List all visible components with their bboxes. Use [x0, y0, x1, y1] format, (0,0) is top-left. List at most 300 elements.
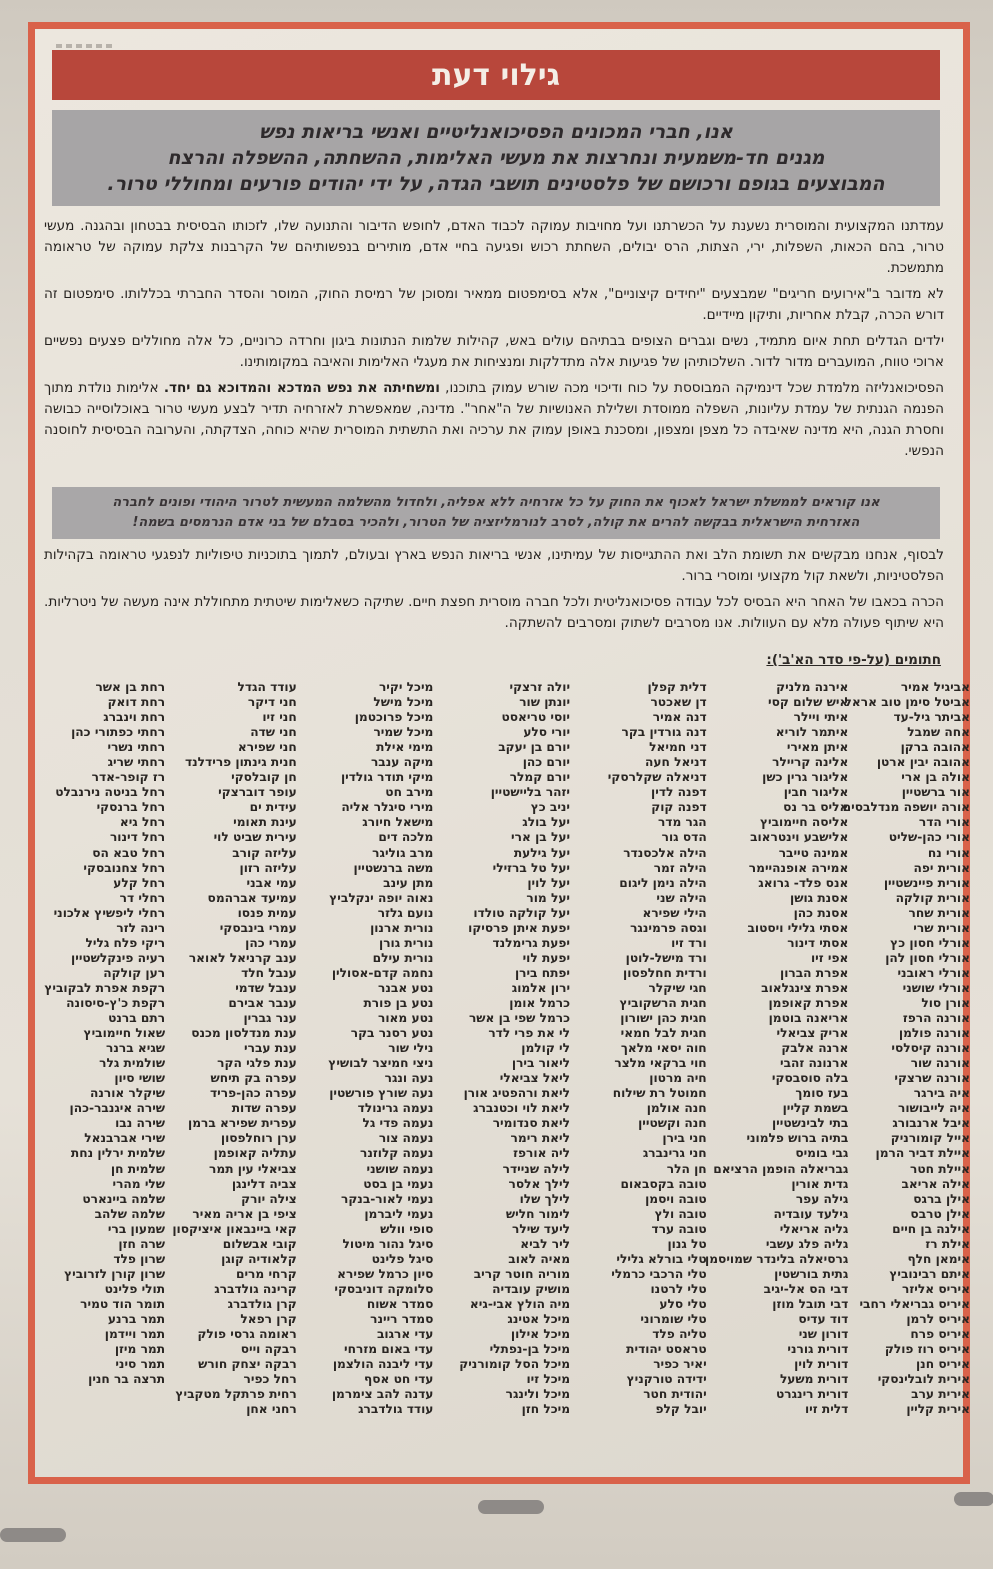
- signer-name: חיה מרטון: [649, 1071, 707, 1086]
- signer-name: טליה פלד: [652, 1327, 707, 1342]
- signer-name: יונתן שור: [519, 695, 571, 710]
- signer-name: רתם ברנט: [108, 1011, 166, 1026]
- signer-name: ליאל צביאלי: [499, 1071, 571, 1086]
- signer-name: רחל טבא הס: [92, 845, 166, 860]
- signer-name: עליזה קורב: [232, 845, 297, 860]
- signer-name: דני חמיאל: [649, 740, 707, 755]
- signer-name: סמדר ריינר: [370, 1311, 434, 1326]
- signer-name: שרון פלד: [113, 1251, 166, 1266]
- signer-name: קרינה גולדברג: [214, 1281, 297, 1296]
- signer-name: נילי שור: [388, 1041, 434, 1056]
- signer-name: גליה אריאלי: [779, 1221, 849, 1236]
- signer-name: סיגל פלינט: [371, 1251, 434, 1266]
- signer-name: אסנת כהן: [793, 905, 849, 920]
- signer-name: לילך אלסר: [508, 1176, 571, 1191]
- headline-box: [52, 110, 940, 206]
- signer-name: אורנה קיסלסי: [891, 1041, 970, 1056]
- signer-name: עפרה כהן-פריד: [210, 1086, 297, 1101]
- signer-name: אירית ערב: [911, 1387, 970, 1402]
- signer-name: איריס אליזר: [902, 1281, 970, 1296]
- signer-name: הילה שני: [656, 890, 707, 905]
- signer-name: אילן ברגס: [913, 1191, 970, 1206]
- signer-name: יעל טל ברזילי: [492, 860, 571, 875]
- signer-name: איה לייבושור: [897, 1101, 970, 1116]
- signer-name: חני בירן: [662, 1131, 707, 1146]
- signer-name: דוד עדיס: [798, 1311, 849, 1326]
- signer-name: נאוה יופה ינקלביץ: [329, 890, 434, 905]
- signer-name: איריס גבריאלי רחבי: [859, 1296, 970, 1311]
- signer-name: גילעד עובדיה: [773, 1206, 849, 1221]
- signer-name: קרן רפאל: [240, 1311, 297, 1326]
- page-title: גילוי דעת: [431, 57, 561, 93]
- signer-name: אורנה שור: [910, 1056, 970, 1071]
- signer-name: קובי אבשלום: [222, 1236, 297, 1251]
- signer-name: עליזה רזון: [239, 860, 297, 875]
- signer-name: מיכל פרוכטמן: [354, 710, 434, 725]
- signer-name: ענת פלגי הקר: [217, 1056, 297, 1071]
- signer-name: אפי זיו: [810, 950, 849, 965]
- signer-name: רחתי נשרי: [107, 740, 166, 755]
- signer-name: עדי חט אסף: [363, 1372, 434, 1387]
- signer-name: דורית רינגרט: [775, 1387, 849, 1402]
- signers-column: [40, 680, 165, 1450]
- signer-name: איתן מאירי: [786, 740, 849, 755]
- signers-column: [842, 680, 970, 1450]
- signer-name: טלי סלע: [659, 1296, 707, 1311]
- signer-name: שגיא ברנר: [106, 1041, 166, 1056]
- signer-name: נטע רסנר בקר: [350, 1026, 434, 1041]
- signer-name: רחל בניטה נירנבלט: [55, 785, 166, 800]
- signer-name: ליאור בירן: [511, 1056, 571, 1071]
- signer-name: אילת רז: [925, 1236, 970, 1251]
- signer-name: מרב גוליגר: [372, 845, 434, 860]
- signer-name: שירי אברבנאל: [84, 1131, 166, 1146]
- signer-name: שאול חיימוביץ: [83, 1026, 166, 1041]
- signer-name: אנס פלד- גרואג: [758, 875, 849, 890]
- signer-name: ארנה אלבק: [781, 1041, 849, 1056]
- signer-name: טלי לרטנו: [650, 1281, 707, 1296]
- signer-name: נחמה קדם-אסולין: [331, 965, 434, 980]
- signer-name: שירה איגנבר-כהן: [69, 1101, 166, 1116]
- signer-name: לימור חליש: [505, 1206, 571, 1221]
- signer-name: אליגור חבין: [783, 785, 849, 800]
- signer-name: ירון אלמוג: [511, 980, 571, 995]
- signer-name: גרסיאלה בלינדר שמויסמן: [705, 1251, 849, 1266]
- signer-name: מיכל יקיר: [378, 680, 434, 694]
- signer-name: מישאל חיורג: [362, 815, 434, 830]
- signer-name: אורית פיינשטיין: [883, 875, 970, 890]
- signer-name: אילה אריאב: [901, 1176, 970, 1191]
- signer-name: איש שלום קסי: [768, 695, 849, 710]
- signer-name: מיכל בן-נפתלי: [489, 1342, 571, 1357]
- signer-name: יורם קמלר: [509, 770, 571, 785]
- signer-name: אור ברשטיין: [901, 785, 970, 800]
- signer-name: נעה ונגר: [384, 1071, 434, 1086]
- signer-name: אייל קומורניק: [890, 1131, 970, 1146]
- signer-name: יפעת גרימלנד: [492, 935, 571, 950]
- signer-name: יובל קלפ: [655, 1402, 707, 1417]
- signer-name: מיכל הסל קומורניק: [459, 1357, 571, 1372]
- signers-list: [40, 680, 970, 1450]
- signer-name: ענבל שדמי: [235, 980, 297, 995]
- signer-name: ליאת רימר: [510, 1131, 571, 1146]
- signer-name: שושי סיון: [114, 1071, 166, 1086]
- headline-line: המבוצעים בגופם ורכושם של פלסטינים תושבי הגדה, על ידי יהודים פורעים ומחוללי טרור.: [107, 173, 885, 195]
- signer-name: אסנת גושן: [790, 890, 849, 905]
- signer-name: אורלי שושני: [902, 980, 970, 995]
- signer-name: איריס פרח: [910, 1327, 970, 1342]
- signer-name: תמר ברנע: [107, 1311, 166, 1326]
- signer-name: אמירה אופנהיימר: [748, 860, 849, 875]
- signer-name: רבקה יצחק חורש: [198, 1357, 297, 1372]
- signer-name: יעל בן ארי: [511, 830, 571, 845]
- signer-name: ליר לביא: [520, 1236, 571, 1251]
- signer-name: חני שפירא: [237, 740, 297, 755]
- signer-name: חני זיו: [262, 710, 297, 725]
- signer-name: אסתי דינור: [787, 935, 849, 950]
- signer-name: קאי ביינבאון איציקסון: [172, 1221, 297, 1236]
- signer-name: נעה שורץ פורשטין: [329, 1086, 434, 1101]
- signer-name: שרה חזן: [118, 1236, 166, 1251]
- signer-name: לי את פרי לדר: [488, 1026, 571, 1041]
- paragraph: עמדתנו המקצועית והמוסרית נשענת על הכשרתנו ועל מחויבות עמוקה לכבוד האדם, לחופש הדיבור והתנועה שלו, לזכותו הבסיסית בבטחון ובהגנה. מעשי טרור, בהם הכאות, השפלות, ירי, הצתות, הרס יבולים, השחתת רכוש ופגיעה בחיי אדם, מותירים בנפשותיהם של הקרבנות צלקת עמוקה של טראומה מתמשכת.: [44, 218, 944, 276]
- signer-name: רחל ברנסקי: [96, 800, 166, 815]
- signer-name: ערן רוחלפסון: [220, 1131, 297, 1146]
- signer-name: כרמל שפי בן אשר: [468, 1011, 571, 1026]
- signers-column: [435, 680, 570, 1450]
- signer-name: טובה ולץ: [654, 1206, 707, 1221]
- signer-name: איתם רבינוביץ: [889, 1266, 970, 1281]
- signer-name: עמי אבני: [246, 875, 297, 890]
- signer-name: עידית ים: [249, 800, 297, 815]
- signer-name: ליאת לוי וכטנברג: [473, 1101, 571, 1116]
- signer-name: רחתי שריג: [107, 755, 166, 770]
- signer-name: דניאל חעה: [645, 755, 707, 770]
- signer-name: דבי הס אל-יגיב: [763, 1281, 849, 1296]
- signer-name: שירה נבו: [115, 1116, 166, 1131]
- signer-name: בתיה ברוש פלמוני: [746, 1131, 849, 1146]
- page-tab-mark: [0, 1528, 66, 1542]
- signer-name: אירית קליין: [906, 1402, 970, 1417]
- signer-name: גבי בומיס: [795, 1146, 849, 1161]
- signers-heading: חתומים (על-פי סדר הא'ב'):: [766, 652, 941, 668]
- signer-name: רקפת כ'ץ-סיסונה: [66, 995, 166, 1010]
- signer-name: ליאת ורהפטיג אורן: [463, 1086, 571, 1101]
- corner-decoration: [56, 44, 116, 48]
- signer-name: ידידה טורקניץ: [626, 1372, 707, 1387]
- signer-name: לילך שלו: [519, 1191, 571, 1206]
- signer-name: רחל דינור: [109, 830, 166, 845]
- signer-name: תומר הוד טמיר: [80, 1296, 166, 1311]
- signer-name: בלה סוסבסקי: [771, 1071, 849, 1086]
- signer-name: טובה בקסבאום: [620, 1176, 707, 1191]
- signer-name: יורם בן יעקב: [498, 740, 571, 755]
- signer-name: מימי אילת: [376, 740, 434, 755]
- signer-name: מיכל ולינגר: [505, 1387, 571, 1402]
- signer-name: קרחי מרים: [235, 1266, 297, 1281]
- signer-name: מיכל אילון: [510, 1327, 571, 1342]
- title-banner: [52, 50, 940, 100]
- signer-name: תמר סיני: [115, 1357, 166, 1372]
- signer-name: דבי תובל מוזן: [772, 1296, 849, 1311]
- signer-name: אימאן חלף: [907, 1251, 970, 1266]
- signer-name: מושיק עובדיה: [492, 1281, 571, 1296]
- call-to-action-box: [52, 487, 940, 539]
- signer-name: חוה יסאי מלאך: [620, 1041, 707, 1056]
- signer-name: ליעד שילר: [512, 1221, 571, 1236]
- signer-name: תרצה בר חנין: [88, 1372, 166, 1387]
- signer-name: עמיעד אברהמס: [207, 890, 297, 905]
- signer-name: משה ברנשטיין: [353, 860, 434, 875]
- signer-name: אפרת קאופמן: [768, 995, 849, 1010]
- signer-name: נעמה גרינולד: [357, 1101, 434, 1116]
- signer-name: גתית בורשטין: [774, 1266, 849, 1281]
- signer-name: דפנה קוק: [651, 800, 707, 815]
- signer-name: איתי ויילר: [793, 710, 849, 725]
- signer-name: אולה בן ארי: [901, 770, 970, 785]
- signer-name: איריס רוז פולק: [884, 1342, 970, 1357]
- signer-name: קרן גולדברג: [227, 1296, 297, 1311]
- signer-name: רחל גיא: [119, 815, 166, 830]
- signer-name: חגית כהן ישורון: [620, 1011, 707, 1026]
- signer-name: יורי סלע: [523, 725, 571, 740]
- signer-name: נעמה קלוזנר: [360, 1146, 434, 1161]
- signer-name: חן הלר: [666, 1161, 707, 1176]
- call-line: אנו קוראים לממשלת ישראל לאכוף את החוק על כל אזרחיה ללא אפליה, ולחדול מהשלמה המעשית לטרור היהודי ופונים לחברה: [112, 495, 880, 510]
- signer-name: מיכל חזן: [521, 1402, 571, 1417]
- signer-name: דנה אמיר: [652, 710, 707, 725]
- signer-name: נעמי בן בסט: [363, 1176, 434, 1191]
- signer-name: הדס גור: [661, 830, 707, 845]
- signer-name: אורה יושפה מנדלבסים: [842, 800, 970, 815]
- signer-name: הגר מדר: [657, 815, 707, 830]
- signer-name: אורית קולקה: [895, 890, 970, 905]
- signer-name: הילה זמר: [653, 860, 707, 875]
- signer-name: דורית לוין: [794, 1357, 849, 1372]
- signer-name: רעיה פינקלשטיין: [71, 950, 166, 965]
- signer-name: שלי מהרי: [112, 1176, 166, 1191]
- signer-name: עינת תאומי: [233, 815, 297, 830]
- signer-name: עפרית שפירא ברמן: [188, 1116, 297, 1131]
- signer-name: רחלי ליפשיץ אלכוני: [53, 905, 166, 920]
- signer-name: ראומה גרסי פולק: [197, 1327, 297, 1342]
- signer-name: ענת עברי: [244, 1041, 297, 1056]
- signer-name: טראסט יהודית: [626, 1342, 707, 1357]
- signer-name: יזהר בליישטיין: [490, 785, 571, 800]
- signer-name: אריק צביאלי: [776, 1026, 849, 1041]
- signer-name: עופר דוברצקי: [218, 785, 297, 800]
- signer-name: מיקי תודר גולדין: [340, 770, 434, 785]
- signer-name: יניב כץ: [530, 800, 571, 815]
- signer-name: סיגל נהור מיטול: [342, 1236, 434, 1251]
- signer-name: עמרי כהן: [245, 935, 297, 950]
- signer-name: נועם גלזר: [377, 905, 434, 920]
- signer-name: אורלי חסון להן: [885, 950, 970, 965]
- signer-name: אפרת צינגלאוב: [761, 980, 849, 995]
- signer-name: רחית פרתקל מטקביץ: [175, 1387, 297, 1402]
- signer-name: אביגיל אמיר: [900, 680, 970, 694]
- signer-name: הילה אלכסנדר: [623, 845, 707, 860]
- signer-name: מתן עינב: [383, 875, 434, 890]
- headline-line: אנו, חברי המכונים הפסיכואנליטיים ואנשי בריאות נפש: [259, 121, 733, 143]
- signer-name: נטע אבנר: [378, 980, 434, 995]
- signer-name: נעמה פדי גל: [362, 1116, 434, 1131]
- signer-name: יעל בולג: [522, 815, 571, 830]
- signer-name: לי קולמן: [521, 1041, 571, 1056]
- signer-name: יעל גילעת: [513, 845, 571, 860]
- signer-name: אלישבע וינטראוב: [750, 830, 849, 845]
- signers-column: [167, 680, 297, 1450]
- signer-name: חנה אולמן: [646, 1101, 707, 1116]
- signer-name: ענבל חלד: [241, 965, 297, 980]
- signer-name: אורנה שרצקי: [894, 1071, 970, 1086]
- signer-name: אפרת הברון: [780, 965, 849, 980]
- signer-name: יהודית חטר: [643, 1387, 707, 1402]
- signer-name: אורן סול: [921, 995, 970, 1010]
- signer-name: אחה שמבל: [907, 725, 970, 740]
- signer-name: עדי ליבנה הולצמן: [332, 1357, 434, 1372]
- signer-name: עפרה בק תיחש: [210, 1071, 297, 1086]
- signer-name: ורד מישל-לוטן: [625, 950, 707, 965]
- signer-name: חמוטל רת שילוח: [612, 1086, 707, 1101]
- statement-body: [44, 216, 944, 467]
- signer-name: טלי בורלא גלילי: [616, 1251, 707, 1266]
- signer-name: יאיר כפיר: [653, 1357, 707, 1372]
- signer-name: יעל קולקה טולדו: [473, 905, 571, 920]
- signer-name: אביתר גיל-עד: [893, 710, 970, 725]
- signer-name: דורית גורני: [787, 1342, 849, 1357]
- signer-name: בתי לבינשטיין: [771, 1116, 849, 1131]
- signer-name: שיקלר אורנה: [90, 1086, 166, 1101]
- signer-name: נעמי לאור-בנקר: [340, 1191, 434, 1206]
- signer-name: בעז סומך: [795, 1086, 849, 1101]
- signer-name: אורית שחר: [908, 905, 970, 920]
- signer-name: אילן טרבס: [910, 1206, 970, 1221]
- signer-name: חגית לבל חמאי: [620, 1026, 707, 1041]
- paragraph: ילדים הגדלים תחת איום מתמיד, נשים וגברים הצופים בבתיהם עולים באש, קהילות שלמות הנתונות ביגון וחרדה כרוניים, כל אלה מחוללים פצעים נפשיים ארוכי טווח, המועברים מדור לדור. השלכותיהן של פגיעות אלה מתדלקות ומנציחות את מעגלי האלימות והאיבה במקומותינו.: [44, 333, 944, 370]
- signer-name: חני שדה: [250, 725, 297, 740]
- signer-name: מוריה חוטר קריב: [473, 1266, 571, 1281]
- signer-name: נטע בן פורת: [363, 995, 434, 1010]
- signers-column: [572, 680, 707, 1450]
- signer-name: עודד גולדברג: [358, 1402, 434, 1417]
- closing-body: [44, 545, 944, 639]
- signer-name: דניאלה שקלרסקי: [607, 770, 707, 785]
- signer-name: אירנה מלניק: [776, 680, 849, 694]
- signer-name: איילת חטר: [910, 1161, 970, 1176]
- paragraph: לבסוף, אנחנו מבקשים את תשומת הלב ואת ההתגייסות של עמיתינו, אנשי בריאות הנפש בארץ ובעולם, לתמוך בתוכניות טיפוליות לנפגעי טראומה בקהילות הפלסטיניות, ולשאת קול מקצועי ומוסרי ברור.: [44, 547, 944, 584]
- signer-name: אורנה הרפז: [902, 1011, 970, 1026]
- signer-name: אורית יפה: [913, 860, 970, 875]
- signer-name: אביטל סימן טוב אראל: [844, 695, 970, 710]
- signer-name: אמינה טייבר: [778, 845, 849, 860]
- signer-name: איה בירגר: [913, 1086, 970, 1101]
- signer-name: בשמת קליין: [782, 1101, 849, 1116]
- signer-name: סמדר אשוח: [366, 1296, 434, 1311]
- signer-name: אסתי גלילי ויסטוב: [747, 920, 849, 935]
- signer-name: רחלי דר: [119, 890, 166, 905]
- signer-name: אורי נח: [927, 845, 970, 860]
- signer-name: עמרי בינבסקי: [219, 920, 297, 935]
- signer-name: לילה שניידר: [502, 1161, 571, 1176]
- signer-name: יוסי טריאסט: [501, 710, 571, 725]
- signer-name: יעל לוין: [527, 875, 571, 890]
- signer-name: קלאודיה קוגן: [221, 1251, 297, 1266]
- signer-name: יולה זרצקי: [509, 680, 571, 694]
- signer-name: עדי באום מזרחי: [344, 1342, 434, 1357]
- signer-name: אליס בר נס: [783, 800, 849, 815]
- signer-name: תמר מיזן: [114, 1342, 166, 1357]
- signer-name: שרון קורן לזרוביץ: [64, 1266, 166, 1281]
- signer-name: ענר גברין: [243, 1011, 297, 1026]
- signer-name: יפתח בירן: [514, 965, 571, 980]
- paragraph: [44, 378, 944, 462]
- signer-name: אורי כהן-שליט: [888, 830, 970, 845]
- signer-name: חגית הרשקוביץ: [619, 995, 707, 1010]
- signer-name: אליגור גרין כשן: [762, 770, 849, 785]
- signer-name: אורנה פולמן: [898, 1026, 970, 1041]
- signer-name: ורד זיו: [671, 935, 707, 950]
- signer-name: שלמית ירלין נחת: [70, 1146, 166, 1161]
- signer-name: רחת דואק: [107, 695, 166, 710]
- signer-name: רחת וינברג: [103, 710, 166, 725]
- signer-name: עמית פנסו: [237, 905, 297, 920]
- signer-name: ארנונה זהבי: [780, 1056, 849, 1071]
- signer-name: ורדית חחלפסון: [623, 965, 707, 980]
- signer-name: נעמי ליברמן: [364, 1206, 434, 1221]
- signer-name: כרמל אומן: [509, 995, 571, 1010]
- signer-name: עירית שביט לוי: [213, 830, 297, 845]
- signer-name: דלית קפלן: [647, 680, 707, 694]
- signer-name: עדי ארגוב: [376, 1327, 434, 1342]
- signer-name: אלינה קריילר: [772, 755, 849, 770]
- signer-name: רחל קלע: [113, 875, 166, 890]
- signer-name: סיון כרמל שפירא: [337, 1266, 434, 1281]
- signer-name: מיכל זיו: [526, 1372, 571, 1387]
- signer-name: ענבר אבירם: [228, 995, 297, 1010]
- signer-name: ניצי חמיצר לבושיץ: [328, 1056, 434, 1071]
- signer-name: אורית שרי: [913, 920, 970, 935]
- signer-name: גדית אורין: [791, 1176, 849, 1191]
- signer-name: שלמית חן: [110, 1161, 166, 1176]
- signer-name: חוי ברקאי מלצר: [614, 1056, 707, 1071]
- signer-name: אליסה חיימוביץ: [759, 815, 849, 830]
- signer-name: ענב קרניאל לאואר: [188, 950, 297, 965]
- signer-name: חני דיקר: [247, 695, 297, 710]
- signer-name: טובה ויסמן: [645, 1191, 707, 1206]
- signer-name: איתמר לוריא: [775, 725, 849, 740]
- signer-name: עתליה קאופמן: [213, 1146, 297, 1161]
- signer-name: יעל מור: [526, 890, 571, 905]
- signer-name: חן קובלסקי: [231, 770, 297, 785]
- signer-name: חנית גינתון פרידלנד: [185, 755, 297, 770]
- signer-name: מאיה לאוב: [508, 1251, 571, 1266]
- signer-name: גבריאלה הופמן הרציאם: [713, 1161, 849, 1176]
- signer-name: אילנה בן חיים: [892, 1221, 970, 1236]
- signer-name: אהובה ברקן: [900, 740, 970, 755]
- signer-name: אורלי חסון כץ: [890, 935, 970, 950]
- headline-line: מגנים חד-משמעית ונחרצות את מעשי האלימות, ההשחתה, ההשפלה והרצח: [167, 147, 825, 169]
- signer-name: חגי שיקלר: [648, 980, 707, 995]
- signer-name: נורית עילם: [372, 950, 434, 965]
- signer-name: טלי הרכבי כרמלי: [611, 1266, 707, 1281]
- signer-name: רחתי כפתורי כהן: [71, 725, 166, 740]
- signer-name: נעמה צור: [378, 1131, 434, 1146]
- signer-name: ענת מנדלסון מכנס: [191, 1026, 297, 1041]
- signer-name: טלי שומרוני: [640, 1311, 707, 1326]
- signer-name: רז קופר-אדר: [91, 770, 166, 785]
- signer-name: רחני אחן: [246, 1402, 297, 1417]
